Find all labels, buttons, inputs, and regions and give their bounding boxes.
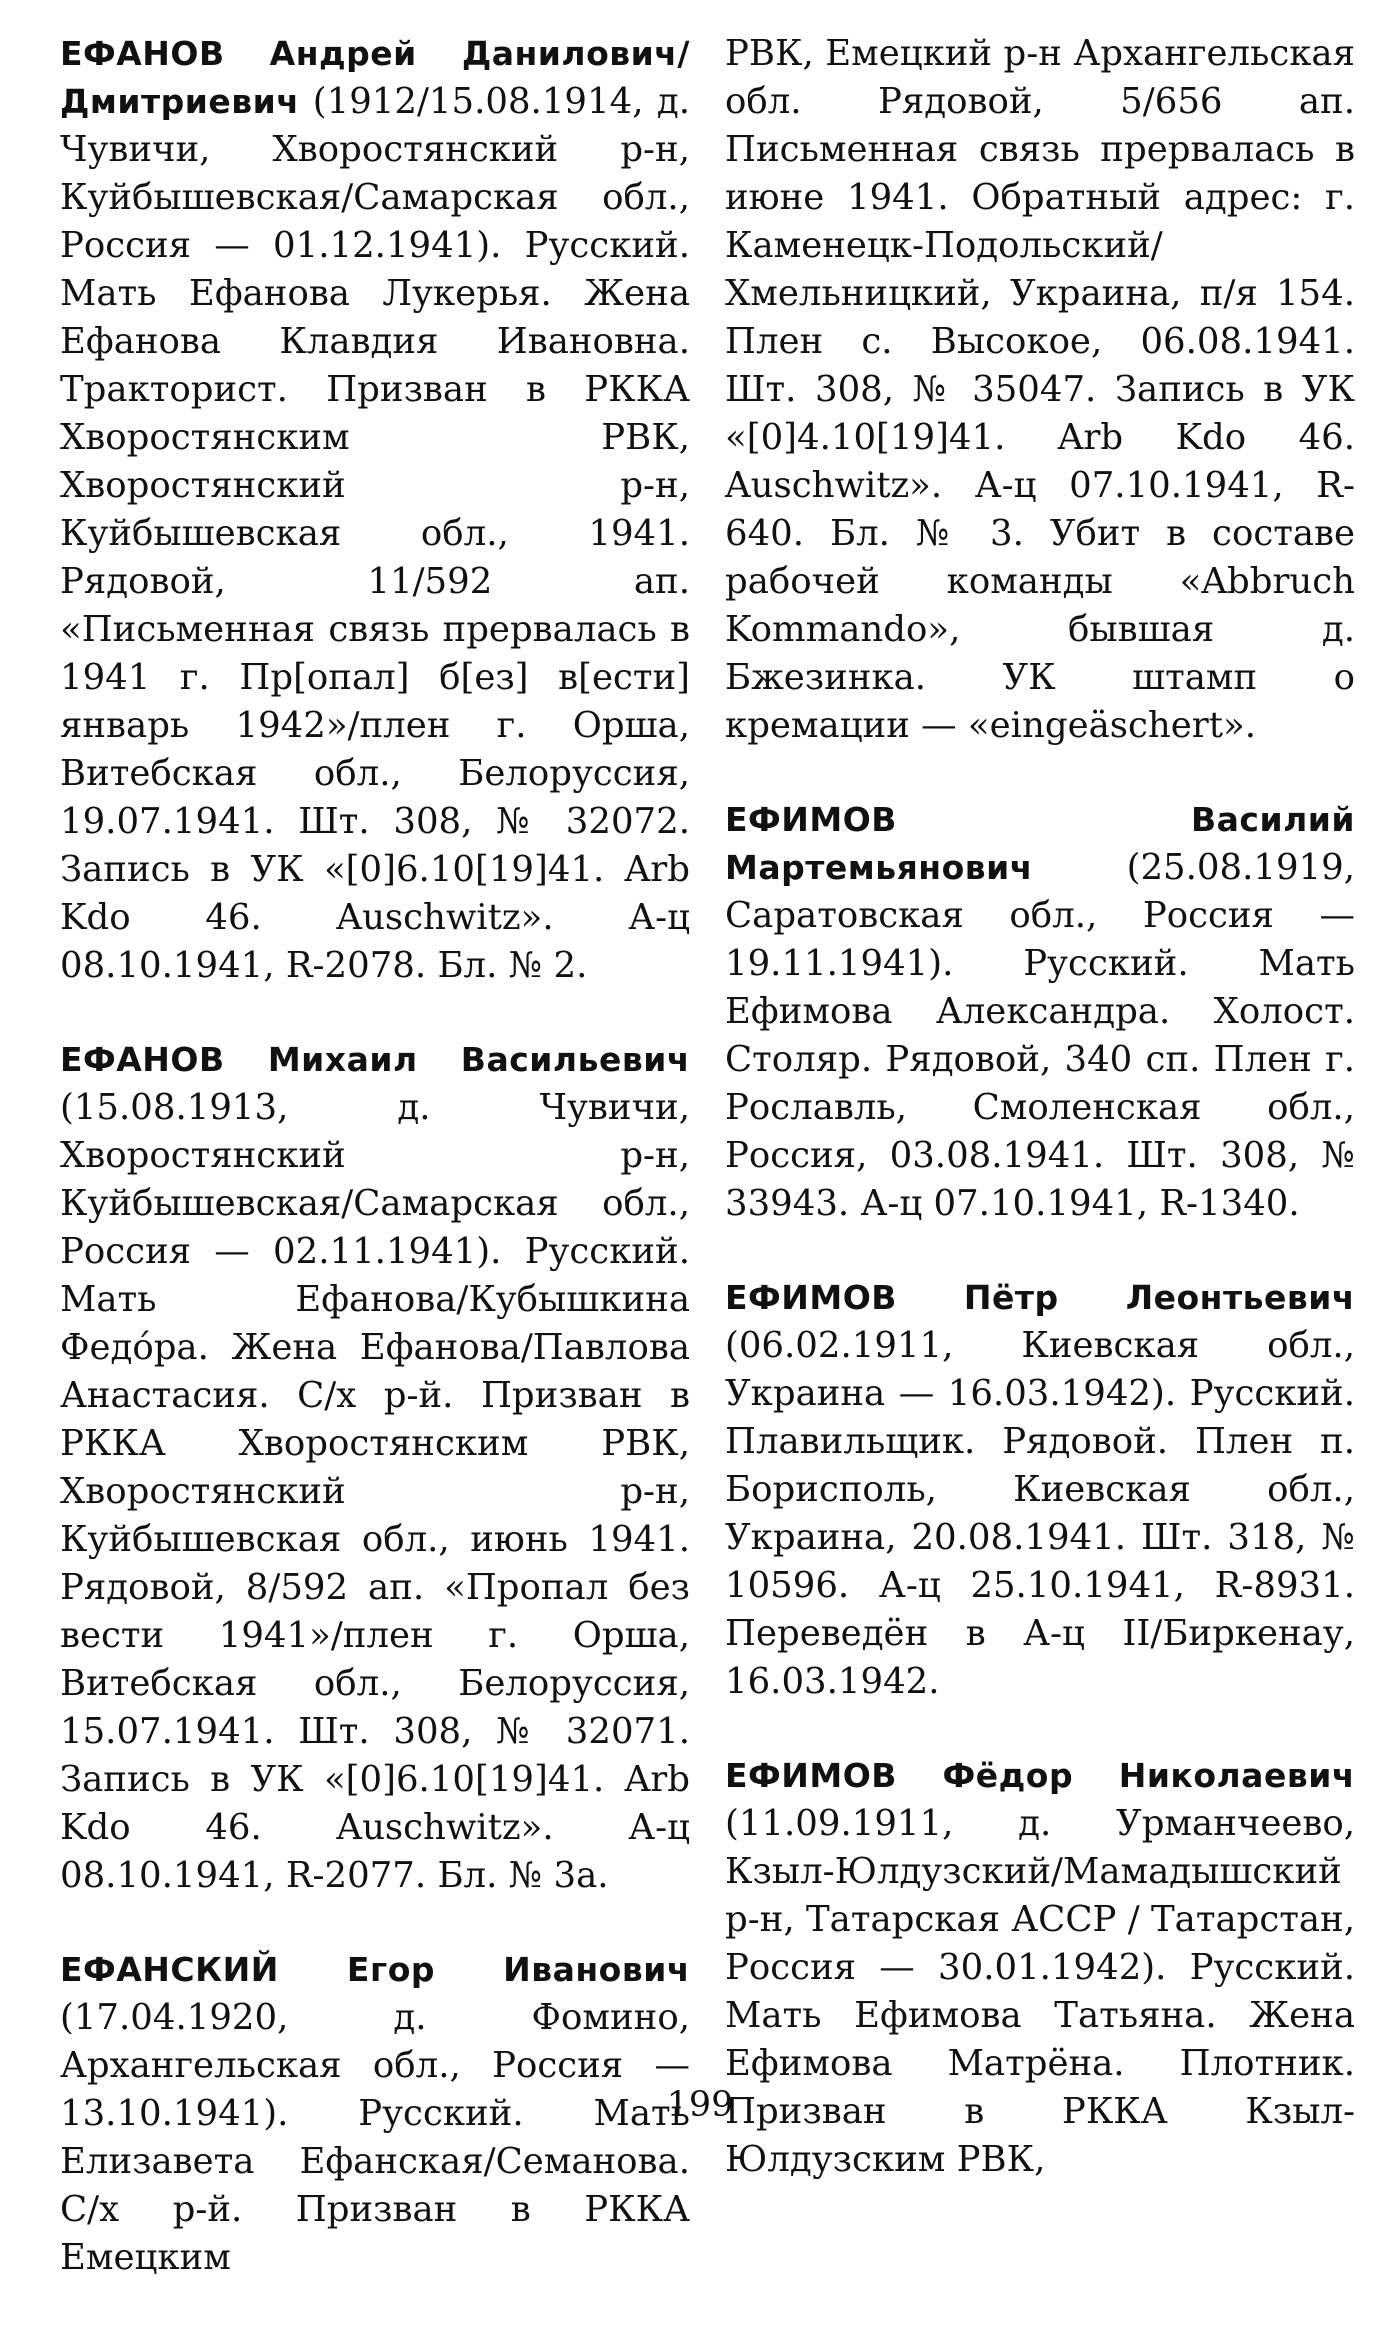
entry-continuation: [725, 30, 1355, 750]
entry-name: ЕФИМОВ Пётр Леонтьевич: [725, 1278, 1355, 1317]
entry-text: (15.08.1913, д. Чувичи, Хворостянский р-н, Куйбышевская/Самарская обл., Россия — 02.11.1941). Русский. Мать Ефанова/Кубышкина Федóра. Жена Ефанова/Павлова Анастасия. С/х р-й. Призван в РККА Хворостянским РВК, Хворостянский р-н, Куйбышевская обл., июнь 1941. Рядовой, 8/592 ап. «Пропал без вести 1941»/плен г. Орша, Витебская обл., Белоруссия, 15.07.1941. Шт. 308, № 32071. Запись в УК «[0]6.10[19]41. Arb Kdo 46. Auschwitz». А-ц 08.10.1941, R-2077. Бл. № 3а.: [60, 1087, 690, 1896]
page-number: 199: [666, 2085, 734, 2125]
entry-efanov-mikhail: [60, 1036, 690, 1900]
entry-text: (06.02.1911, Киевская обл., Украина — 16.03.1942). Русский. Плавильщик. Рядовой. Плен п. Борисполь, Киевская обл., Украина, 20.08.1941. Шт. 318, № 10596. А-ц 25.10.1941, R-8931. Переведён в А-ц II/Биркенау, 16.03.1942.: [725, 1325, 1355, 1702]
entry-efimov-vasiliy: [725, 796, 1355, 1228]
entry-efanov-andrey: [60, 30, 690, 990]
entry-name: ЕФАНОВ Михаил Васильевич: [60, 1040, 690, 1079]
right-column: [725, 30, 1355, 2230]
entry-text: (17.04.1920, д. Фомино, Архангельская обл., Россия — 13.10.1941). Русский. Мать Елизавета Ефанская/Семанова. С/х р-й. Призван в РККА Емецким: [60, 1997, 690, 2278]
entry-text: (25.08.1919, Саратовская обл., Россия — 19.11.1941). Русский. Мать Ефимова Александра. Холост. Столяр. Рядовой, 340 сп. Плен г. Рославль, Смоленская обл., Россия, 03.08.1941. Шт. 308, № 33943. А-ц 07.10.1941, R-1340.: [725, 847, 1355, 1224]
entry-name: ЕФИМОВ Василий Мартемьянович: [725, 800, 1355, 887]
left-column: [60, 30, 690, 2328]
entry-name: ЕФАНСКИЙ Егор Иванович: [60, 1950, 690, 1989]
entry-text: (11.09.1911, д. Урманчеево, Кзыл-Юлдузский/Мамадышский р-н, Татарская АССР / Татарстан, Россия — 30.01.1942). Русский. Мать Ефимова Татьяна. Жена Ефимова Матрёна. Плотник. Призван в РККА Кзыл-Юлдузским РВК,: [725, 1803, 1355, 2180]
entry-name: ЕФИМОВ Фёдор Николаевич: [725, 1756, 1355, 1795]
entry-text: РВК, Емецкий р-н Архангельская обл. Рядовой, 5/656 ап. Письменная связь прервалась в июне 1941. Обратный адрес: г. Каменецк-Подольский/Хмельницкий, Украина, п/я 154. Плен с. Высокое, 06.08.1941. Шт. 308, № 35047. Запись в УК «[0]4.10[19]41. Arb Kdo 46. Auschwitz». А-ц 07.10.1941, R-640. Бл. № 3. Убит в составе рабочей команды «Abbruch Kommando», бывшая д. Бжезинка. УК штамп о кремации — «eingeäschert».: [725, 33, 1355, 746]
entry-text: (1912/15.08.1914, д. Чувичи, Хворостянский р-н, Куйбышевская/Самарская обл., Россия — 01.12.1941). Русский. Мать Ефанова Лукерья. Жена Ефанова Клавдия Ивановна. Тракторист. Призван в РККА Хворостянским РВК, Хворостянский р-н, Куйбышевская обл., 1941. Рядовой, 11/592 ап. «Письменная связь прервалась в 1941 г. Пр[опал] б[ез] в[ести] январь 1942»/плен г. Орша, Витебская обл., Белоруссия, 19.07.1941. Шт. 308, № 32072. Запись в УК «[0]6.10[19]41. Arb Kdo 46. Auschwitz». А-ц 08.10.1941, R-2078. Бл. № 2.: [60, 81, 690, 986]
entry-efimov-petr: [725, 1274, 1355, 1706]
entry-name: ЕФАНОВ Андрей Данилович/Дмитриевич: [60, 34, 690, 121]
